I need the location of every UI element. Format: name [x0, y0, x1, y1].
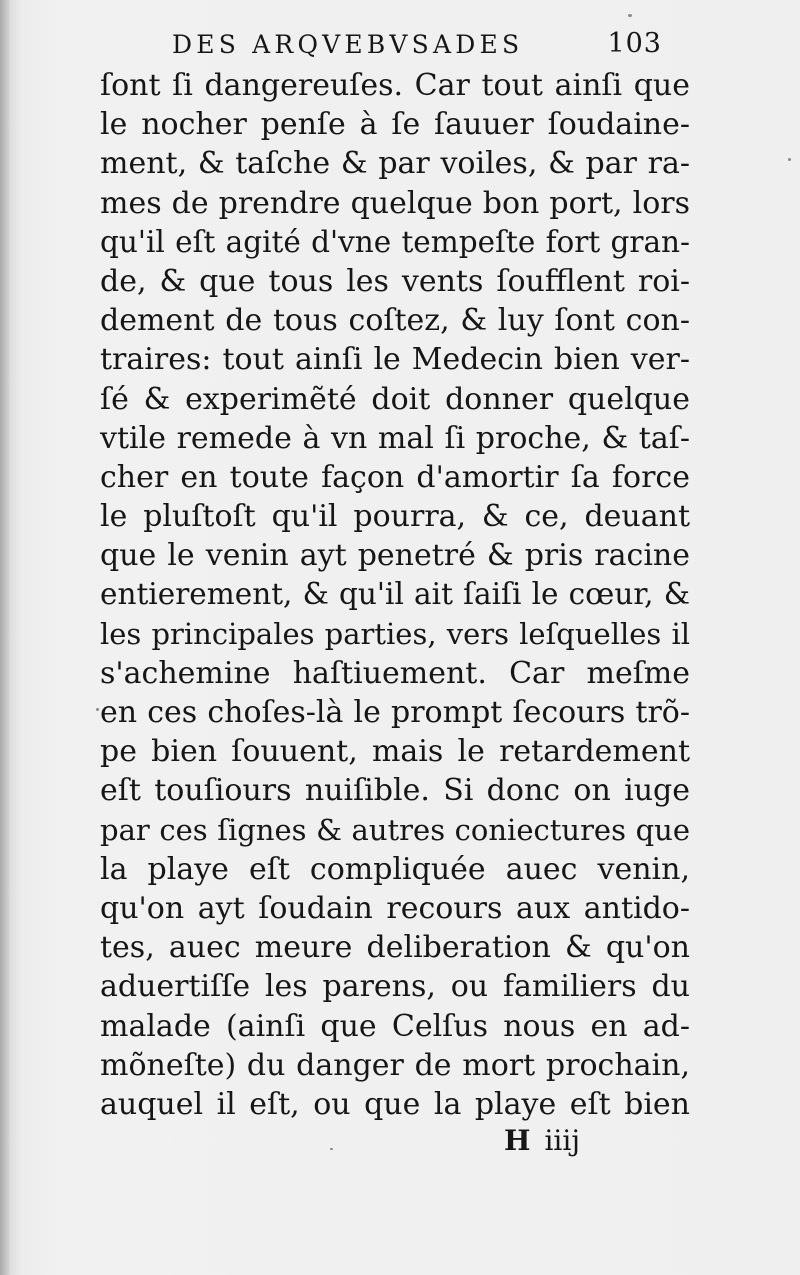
text-line: que le venin ayt penetré & pris racine [100, 538, 690, 574]
text-line: malade (ainſi que Celſus nous en ad- [100, 1008, 690, 1044]
text-line: entierement, & qu'il ait ſaiſi le cœur, & [100, 577, 690, 612]
body-text [100, 66, 690, 1124]
page-gutter-shadow [0, 0, 10, 1275]
text-line: la playe eſt compliquée auec venin, [100, 851, 690, 887]
paper-speck [96, 708, 99, 711]
text-line: aduertiſſe les parens, ou familiers du [100, 969, 690, 1005]
text-line: qu'il eſt agité d'vne tempeſte fort gran- [100, 224, 690, 259]
signature-letter: H [504, 1124, 531, 1157]
text-line: le pluſtoſt qu'il pourra, & ce, deuant [100, 499, 690, 535]
text-line: traires: tout ainſi le Medecin bien ver- [100, 342, 690, 378]
text-line: ſont ſi dangereuſes. Car tout ainſi que [100, 68, 690, 103]
page-number: 103 [607, 28, 662, 59]
paper-speck [628, 14, 632, 17]
signature-mark [504, 1124, 614, 1164]
page-header [172, 26, 662, 66]
text-line: ment, & taſche & par voiles, & par ra- [100, 146, 690, 182]
text-line: les principales parties, vers leſquelles il [100, 616, 690, 651]
text-line: en ces choſes-là le prompt ſecours trõ- [100, 695, 690, 730]
text-line: pe bien ſouuent, mais le retardement [100, 734, 690, 770]
paper-speck [330, 1148, 333, 1150]
running-title: DES ARQVEBVSADES [172, 30, 524, 59]
text-line: mõneſte) du danger de mort prochain, [100, 1047, 690, 1083]
text-line: le nocher penſe à ſe ſauuer ſoudaine- [100, 107, 690, 143]
paper-speck [788, 158, 791, 161]
signature-number: iiij [544, 1124, 581, 1157]
text-line: auquel il eſt, ou que la playe eſt bien [100, 1086, 690, 1122]
text-line: tes, auec meure deliberation & qu'on [100, 930, 690, 966]
text-line: mes de prendre quelque bon port, lors [100, 185, 690, 221]
text-line: par ces ſignes & autres coniectures que [100, 812, 690, 847]
text-line: cher en toute façon d'amortir ſa force [100, 459, 690, 495]
text-line: qu'on ayt ſoudain recours aux antido- [100, 890, 690, 926]
text-line: eſt touſiours nuiſible. Si donc on iuge [100, 773, 690, 809]
text-line: s'achemine haſtiuement. Car meſme [100, 655, 690, 691]
text-line: dement de tous coſtez, & luy ſont con- [100, 303, 690, 339]
text-line: vtile remede à vn mal ſi proche, & taſ- [100, 420, 690, 456]
text-line: ſé & experimẽté doit donner quelque [100, 381, 690, 417]
text-line: de, & que tous les vents ſoufflent roi- [100, 263, 690, 299]
